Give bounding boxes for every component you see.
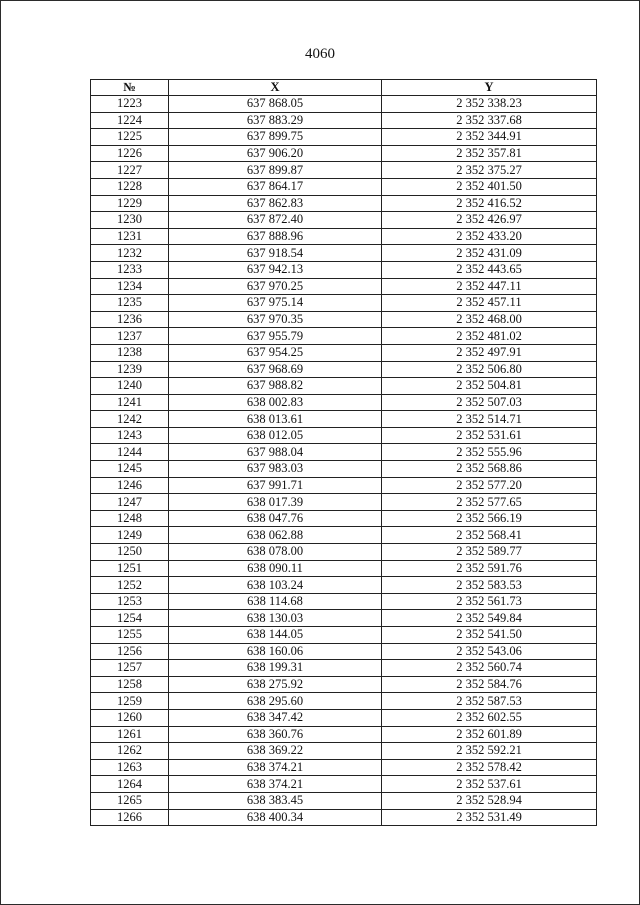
table-row	[91, 676, 597, 693]
x-coordinate-cell: 638 047.76	[169, 510, 382, 527]
header-number: №	[91, 80, 169, 96]
point-number-cell: 1260	[91, 709, 169, 726]
x-coordinate-cell: 638 144.05	[169, 627, 382, 644]
table-row	[91, 743, 597, 760]
point-number-cell: 1254	[91, 610, 169, 627]
y-coordinate-cell: 2 352 591.76	[382, 560, 597, 577]
table-row	[91, 792, 597, 809]
x-coordinate-cell: 638 199.31	[169, 660, 382, 677]
table-row	[91, 228, 597, 245]
y-coordinate-cell: 2 352 506.80	[382, 361, 597, 378]
table-row	[91, 245, 597, 262]
table-row	[91, 295, 597, 312]
table-row	[91, 261, 597, 278]
y-coordinate-cell: 2 352 426.97	[382, 212, 597, 229]
y-coordinate-cell: 2 352 497.91	[382, 344, 597, 361]
x-coordinate-cell: 637 988.04	[169, 444, 382, 461]
table-row	[91, 444, 597, 461]
x-coordinate-cell: 637 872.40	[169, 212, 382, 229]
table-row	[91, 112, 597, 129]
point-number-cell: 1266	[91, 809, 169, 826]
table-row	[91, 776, 597, 793]
y-coordinate-cell: 2 352 431.09	[382, 245, 597, 262]
coordinates-table	[90, 79, 597, 826]
y-coordinate-cell: 2 352 549.84	[382, 610, 597, 627]
point-number-cell: 1249	[91, 527, 169, 544]
point-number-cell: 1225	[91, 129, 169, 146]
x-coordinate-cell: 637 970.35	[169, 311, 382, 328]
point-number-cell: 1255	[91, 627, 169, 644]
x-coordinate-cell: 638 383.45	[169, 792, 382, 809]
x-coordinate-cell: 637 883.29	[169, 112, 382, 129]
y-coordinate-cell: 2 352 592.21	[382, 743, 597, 760]
point-number-cell: 1235	[91, 295, 169, 312]
table-row	[91, 759, 597, 776]
x-coordinate-cell: 638 090.11	[169, 560, 382, 577]
y-coordinate-cell: 2 352 543.06	[382, 643, 597, 660]
y-coordinate-cell: 2 352 568.86	[382, 461, 597, 478]
y-coordinate-cell: 2 352 577.20	[382, 477, 597, 494]
point-number-cell: 1242	[91, 411, 169, 428]
y-coordinate-cell: 2 352 587.53	[382, 693, 597, 710]
point-number-cell: 1224	[91, 112, 169, 129]
point-number-cell: 1261	[91, 726, 169, 743]
table-row	[91, 162, 597, 179]
table-row	[91, 96, 597, 113]
point-number-cell: 1251	[91, 560, 169, 577]
y-coordinate-cell: 2 352 560.74	[382, 660, 597, 677]
x-coordinate-cell: 638 130.03	[169, 610, 382, 627]
point-number-cell: 1236	[91, 311, 169, 328]
table-row	[91, 643, 597, 660]
point-number-cell: 1265	[91, 792, 169, 809]
y-coordinate-cell: 2 352 561.73	[382, 593, 597, 610]
table-row	[91, 145, 597, 162]
table-row	[91, 510, 597, 527]
x-coordinate-cell: 638 295.60	[169, 693, 382, 710]
table-row	[91, 328, 597, 345]
point-number-cell: 1230	[91, 212, 169, 229]
y-coordinate-cell: 2 352 433.20	[382, 228, 597, 245]
x-coordinate-cell: 637 918.54	[169, 245, 382, 262]
x-coordinate-cell: 637 864.17	[169, 178, 382, 195]
point-number-cell: 1253	[91, 593, 169, 610]
y-coordinate-cell: 2 352 357.81	[382, 145, 597, 162]
y-coordinate-cell: 2 352 601.89	[382, 726, 597, 743]
table-row	[91, 709, 597, 726]
point-number-cell: 1257	[91, 660, 169, 677]
x-coordinate-cell: 637 899.75	[169, 129, 382, 146]
x-coordinate-cell: 638 374.21	[169, 759, 382, 776]
x-coordinate-cell: 637 955.79	[169, 328, 382, 345]
table-header-row	[91, 80, 597, 96]
y-coordinate-cell: 2 352 504.81	[382, 378, 597, 395]
x-coordinate-cell: 638 103.24	[169, 577, 382, 594]
point-number-cell: 1262	[91, 743, 169, 760]
x-coordinate-cell: 638 017.39	[169, 494, 382, 511]
x-coordinate-cell: 638 347.42	[169, 709, 382, 726]
y-coordinate-cell: 2 352 447.11	[382, 278, 597, 295]
table-row	[91, 544, 597, 561]
point-number-cell: 1228	[91, 178, 169, 195]
y-coordinate-cell: 2 352 344.91	[382, 129, 597, 146]
y-coordinate-cell: 2 352 457.11	[382, 295, 597, 312]
table-row	[91, 212, 597, 229]
x-coordinate-cell: 638 062.88	[169, 527, 382, 544]
table-row	[91, 494, 597, 511]
point-number-cell: 1229	[91, 195, 169, 212]
table-row	[91, 311, 597, 328]
x-coordinate-cell: 638 369.22	[169, 743, 382, 760]
y-coordinate-cell: 2 352 401.50	[382, 178, 597, 195]
point-number-cell: 1252	[91, 577, 169, 594]
point-number-cell: 1231	[91, 228, 169, 245]
point-number-cell: 1258	[91, 676, 169, 693]
table-row	[91, 344, 597, 361]
y-coordinate-cell: 2 352 584.76	[382, 676, 597, 693]
x-coordinate-cell: 638 012.05	[169, 427, 382, 444]
table-row	[91, 610, 597, 627]
point-number-cell: 1241	[91, 394, 169, 411]
y-coordinate-cell: 2 352 514.71	[382, 411, 597, 428]
point-number-cell: 1239	[91, 361, 169, 378]
table-row	[91, 660, 597, 677]
table-row	[91, 726, 597, 743]
x-coordinate-cell: 638 002.83	[169, 394, 382, 411]
table-row	[91, 178, 597, 195]
point-number-cell: 1233	[91, 261, 169, 278]
table-row	[91, 577, 597, 594]
point-number-cell: 1247	[91, 494, 169, 511]
x-coordinate-cell: 637 970.25	[169, 278, 382, 295]
point-number-cell: 1263	[91, 759, 169, 776]
x-coordinate-cell: 637 862.83	[169, 195, 382, 212]
point-number-cell: 1248	[91, 510, 169, 527]
point-number-cell: 1259	[91, 693, 169, 710]
y-coordinate-cell: 2 352 583.53	[382, 577, 597, 594]
table-row	[91, 809, 597, 826]
y-coordinate-cell: 2 352 537.61	[382, 776, 597, 793]
y-coordinate-cell: 2 352 577.65	[382, 494, 597, 511]
x-coordinate-cell: 638 360.76	[169, 726, 382, 743]
table-row	[91, 394, 597, 411]
x-coordinate-cell: 637 968.69	[169, 361, 382, 378]
y-coordinate-cell: 2 352 589.77	[382, 544, 597, 561]
y-coordinate-cell: 2 352 443.65	[382, 261, 597, 278]
point-number-cell: 1237	[91, 328, 169, 345]
table-row	[91, 627, 597, 644]
point-number-cell: 1244	[91, 444, 169, 461]
header-y: Y	[382, 80, 597, 96]
table-row	[91, 361, 597, 378]
page-number: 4060	[305, 46, 335, 62]
header-x: X	[169, 80, 382, 96]
point-number-cell: 1238	[91, 344, 169, 361]
y-coordinate-cell: 2 352 468.00	[382, 311, 597, 328]
y-coordinate-cell: 2 352 578.42	[382, 759, 597, 776]
x-coordinate-cell: 638 275.92	[169, 676, 382, 693]
x-coordinate-cell: 638 114.68	[169, 593, 382, 610]
table-row	[91, 527, 597, 544]
x-coordinate-cell: 637 991.71	[169, 477, 382, 494]
x-coordinate-cell: 637 975.14	[169, 295, 382, 312]
table-row	[91, 560, 597, 577]
x-coordinate-cell: 637 899.87	[169, 162, 382, 179]
x-coordinate-cell: 638 160.06	[169, 643, 382, 660]
table-row	[91, 477, 597, 494]
y-coordinate-cell: 2 352 375.27	[382, 162, 597, 179]
y-coordinate-cell: 2 352 531.61	[382, 427, 597, 444]
y-coordinate-cell: 2 352 602.55	[382, 709, 597, 726]
x-coordinate-cell: 638 374.21	[169, 776, 382, 793]
y-coordinate-cell: 2 352 531.49	[382, 809, 597, 826]
point-number-cell: 1232	[91, 245, 169, 262]
point-number-cell: 1234	[91, 278, 169, 295]
table-row	[91, 129, 597, 146]
point-number-cell: 1264	[91, 776, 169, 793]
x-coordinate-cell: 637 906.20	[169, 145, 382, 162]
y-coordinate-cell: 2 352 568.41	[382, 527, 597, 544]
point-number-cell: 1226	[91, 145, 169, 162]
table-row	[91, 427, 597, 444]
y-coordinate-cell: 2 352 338.23	[382, 96, 597, 113]
point-number-cell: 1256	[91, 643, 169, 660]
x-coordinate-cell: 638 400.34	[169, 809, 382, 826]
point-number-cell: 1227	[91, 162, 169, 179]
x-coordinate-cell: 637 983.03	[169, 461, 382, 478]
y-coordinate-cell: 2 352 541.50	[382, 627, 597, 644]
y-coordinate-cell: 2 352 528.94	[382, 792, 597, 809]
table-row	[91, 693, 597, 710]
table-body	[91, 96, 597, 826]
point-number-cell: 1250	[91, 544, 169, 561]
table-row	[91, 411, 597, 428]
table-row	[91, 195, 597, 212]
x-coordinate-cell: 637 954.25	[169, 344, 382, 361]
y-coordinate-cell: 2 352 416.52	[382, 195, 597, 212]
table-row	[91, 461, 597, 478]
y-coordinate-cell: 2 352 555.96	[382, 444, 597, 461]
table-row	[91, 378, 597, 395]
x-coordinate-cell: 637 888.96	[169, 228, 382, 245]
point-number-cell: 1243	[91, 427, 169, 444]
table-row	[91, 593, 597, 610]
y-coordinate-cell: 2 352 566.19	[382, 510, 597, 527]
point-number-cell: 1246	[91, 477, 169, 494]
x-coordinate-cell: 637 942.13	[169, 261, 382, 278]
y-coordinate-cell: 2 352 481.02	[382, 328, 597, 345]
point-number-cell: 1223	[91, 96, 169, 113]
y-coordinate-cell: 2 352 337.68	[382, 112, 597, 129]
point-number-cell: 1240	[91, 378, 169, 395]
x-coordinate-cell: 638 078.00	[169, 544, 382, 561]
x-coordinate-cell: 638 013.61	[169, 411, 382, 428]
x-coordinate-cell: 637 868.05	[169, 96, 382, 113]
point-number-cell: 1245	[91, 461, 169, 478]
table-row	[91, 278, 597, 295]
y-coordinate-cell: 2 352 507.03	[382, 394, 597, 411]
x-coordinate-cell: 637 988.82	[169, 378, 382, 395]
